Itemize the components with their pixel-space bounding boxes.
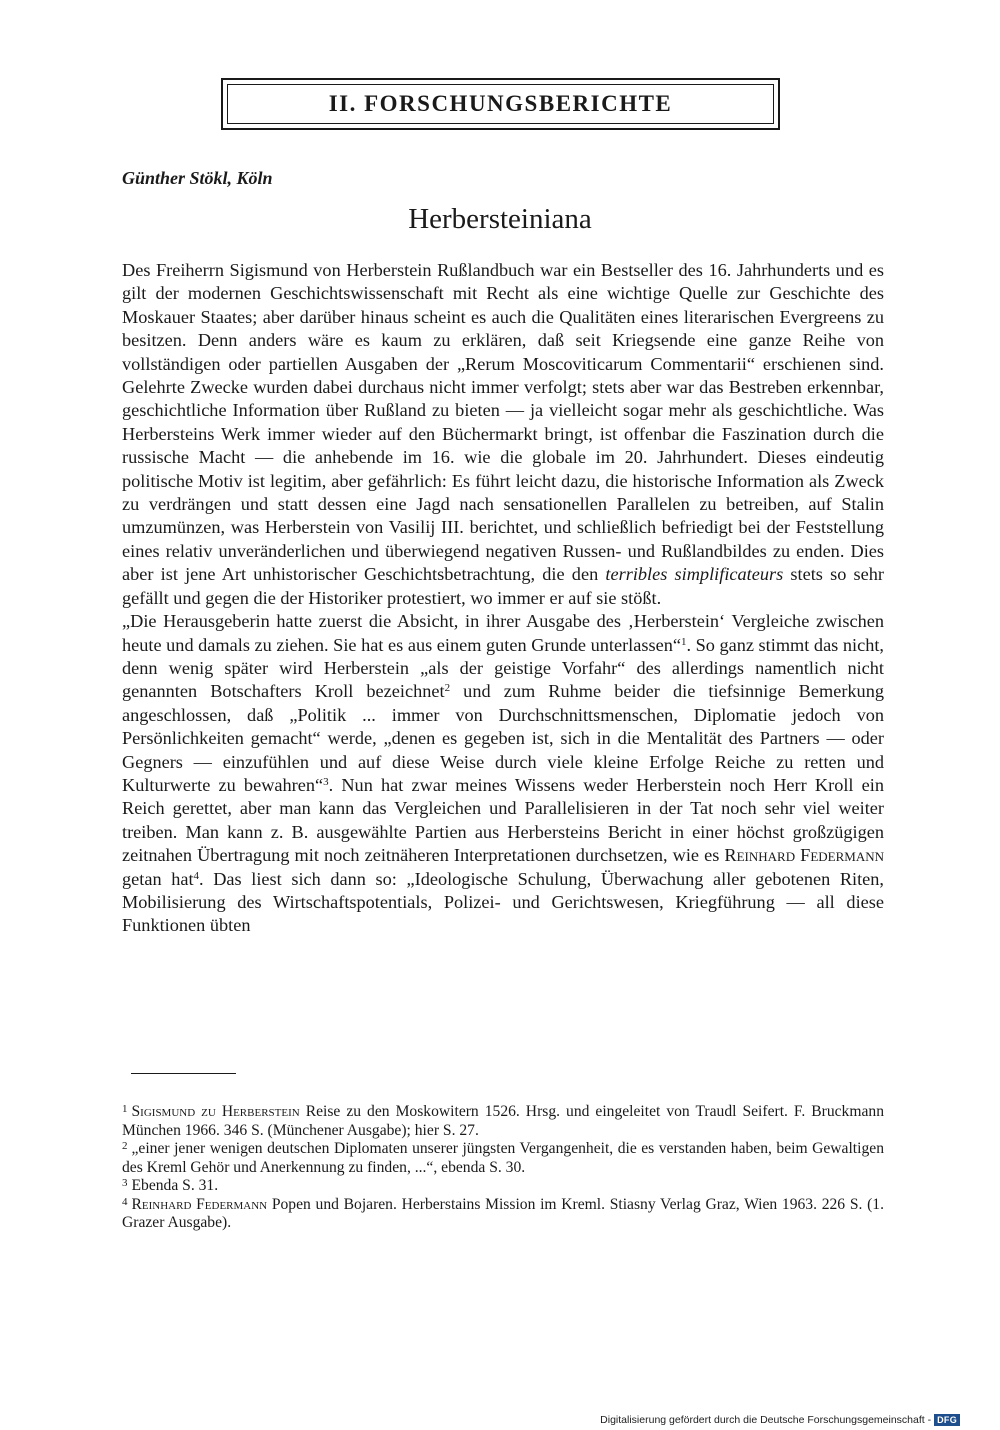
footnote-3-text: Ebenda S. 31. xyxy=(131,1177,219,1194)
footnote-4-text: Popen und Bojaren. Herberstains Mission im Kreml. Stiasny Verlag Graz, Wien 1963. 226 S. (1. Grazer Ausgabe). xyxy=(122,1195,884,1231)
footnote-4 xyxy=(122,1196,884,1233)
paragraph-2 xyxy=(122,610,884,938)
footnote-1-text: Reise zu den Moskowitern 1526. Hrsg. und eingeleitet von Traudl Seifert. F. Bruckmann München 1966. 346 S. (Münchener Ausgabe); hier S. 27. xyxy=(122,1103,884,1139)
footnote-2-number: 2 xyxy=(122,1140,128,1152)
footnote-ref-2[interactable]: 2 xyxy=(444,682,451,695)
footnote-ref-3[interactable]: 3 xyxy=(323,775,329,788)
footnote-2 xyxy=(122,1140,884,1177)
footnote-ref-1[interactable]: 1 xyxy=(680,635,687,648)
footnote-ref-4[interactable]: 4 xyxy=(193,869,200,882)
section-title: II. FORSCHUNGSBERICHTE xyxy=(328,91,673,116)
paragraph-2-text-e: getan hat xyxy=(122,868,194,889)
paragraph-2-text-a: „Die Herausgeberin hatte zuerst die Absicht, in ihrer Ausgabe des ‚Herberstein‘ Vergleiche zwischen heute und damals zu ziehen. Sie hat es aus einem guten Grunde unterlassen“ xyxy=(122,611,884,655)
dfg-logo-icon: DFG xyxy=(934,1414,960,1426)
paragraph-1-text-b: stets so sehr gefällt und gegen die der Historiker protestiert, wo immer er auf sie stößt. xyxy=(122,564,884,608)
paragraph-2-author-name: Reinhard Federmann xyxy=(724,845,885,866)
footnote-2-text: „einer jener wenigen deutschen Diplomaten unserer jüngsten Vergangenheit, die es verstanden haben, beim Gewaltigen des Kreml Gehör und Anerkennung zu finden, ...“, ebenda S. 30. xyxy=(122,1140,884,1176)
paragraph-1-italic-phrase: terribles simplificateurs xyxy=(605,564,784,585)
section-header-inner-frame xyxy=(227,84,774,124)
footnote-1 xyxy=(122,1103,884,1140)
article-body xyxy=(122,259,884,938)
footnote-3 xyxy=(122,1177,884,1196)
footnote-4-name: Reinhard Federmann xyxy=(131,1195,268,1213)
paragraph-2-text-f: . Das liest sich dann so: „Ideologische Schulung, Überwachung aller gebotenen Riten, Mobilisierung des Wirtschaftspotentials, Polizei- und Gerichtswesen, Kriegführung — all diese Funktionen übten xyxy=(122,868,885,936)
footnote-separator-rule xyxy=(131,1073,236,1074)
paragraph-2-text-b: . So ganz stimmt das nicht, denn wenig später wird Herberstein „als der geistige Vorfahr“ des allerdings namentlich nicht genannten Botschafters Kroll bezeichnet xyxy=(122,634,884,702)
footnote-4-number: 4 xyxy=(122,1195,128,1208)
digitization-note: Digitalisierung gefördert durch die Deutsche Forschungsgemeinschaft - xyxy=(600,1414,932,1426)
footnote-1-name: Sigismund zu Herberstein xyxy=(131,1103,300,1120)
paragraph-1-text-a: Des Freiherrn Sigismund von Herberstein Rußlandbuch war ein Bestseller des 16. Jahrhunderts und es gilt der modernen Geschichtswissenschaft mit Recht als eine wichtige Quelle zur Geschichte des Moskauer Staates; aber darüber hinaus scheint es auch die Qualitäten eines literarischen Evergreens zu besitzen. Denn anders wäre es kaum zu erklären, daß seit Kriegsende eine ganze Reihe von vollständigen oder partiellen Ausgaben der „Rerum Moscoviticarum Commentarii“ erschienen sind. Gelehrte Zwecke wurden dabei durchaus nicht immer verfolgt; stets aber war das Bestreben erkennbar, geschichtliche Information über Rußland zu bieten — ja vielleicht sogar mehr als geschichtliche. Was Herbersteins Werk immer wieder auf den Büchermarkt bringt, ist offenbar die Faszination durch die russische Macht — die anhebende im 16. wie die globale im 20. Jahrhundert. Dieses eindeutig politische Motiv ist legitim, aber gefährlich: Es führt leicht dazu, die historische Information als Zweck zu verdrängen und statt dessen eine Jagd nach sensationellen Parallelen zu betreiben, auf Stalin umzumünzen, was Herberstein von Vasilij III. berichtet, und schließlich befriedigt bei der Feststellung eines relativ unveränderlichen und überwiegend negativen Russen- und Rußlandbildes zu enden. Dies aber ist jene Art unhistorischer Geschichtsbetrachtung, die den xyxy=(122,260,884,585)
section-header-box xyxy=(221,78,780,130)
author-line: Günther Stökl, Köln xyxy=(122,168,273,188)
footnotes-block xyxy=(122,1103,884,1233)
digitization-footer xyxy=(600,1414,960,1426)
footnote-3-number: 3 xyxy=(122,1177,128,1189)
article-title: Herbersteiniana xyxy=(408,203,592,235)
paragraph-2-text-c: und zum Ruhme beider die tiefsinnige Bemerkung angeschlossen, daß „Politik ... immer von Durchschnittsmenschen, Diplomatie jedoch von Persönlichkeiten gemacht“ werde, „denen es gegeben ist, sich in die Mentalität des Partners — oder Gegners — einzufühlen und auf diese Weise durch viele kleine Erfolge Reiche zu retten und Kulturwerte zu bewahren“ xyxy=(122,681,884,795)
footnote-1-number: 1 xyxy=(122,1103,128,1115)
paragraph-2-text-d: . Nun hat zwar meines Wissens weder Herberstein noch Herr Kroll ein Reich gerettet, aber man kann das Vergleichen und Parallelisieren in der Tat noch sehr viel weiter treiben. Man kann z. B. ausgewählte Partien aus Herbersteins Bericht in einer höchst großzügigen zeitnahen Übertragung mit noch zeitnäheren Interpretationen durchsetzen, wie es xyxy=(122,774,884,866)
paragraph-1 xyxy=(122,259,884,610)
